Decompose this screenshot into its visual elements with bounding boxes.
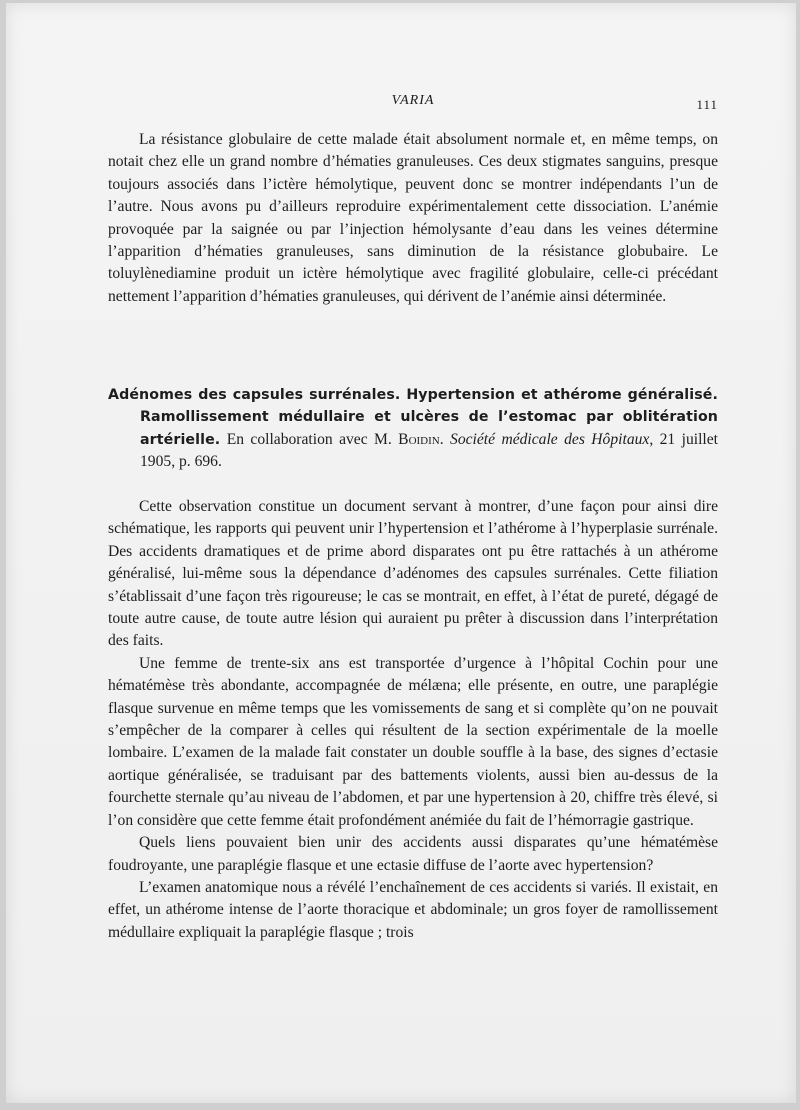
book-page <box>6 3 796 1103</box>
entry-journal: Société médicale des Hôpitaux <box>450 430 650 448</box>
paragraph: Cette observation constitue un document servant à montrer, d’une façon pour ainsi dire schématique, les rapports qui peuvent unir l’hypertension et l’athérome à l’hyperplasie surrénale. Des accidents dramatiques et de prime abord disparates ont pu être rattachés à un athérome généralisé, lui-même sous la dépendance d’adénomes des capsules surrénales. Cette filiation s’établissait d’une façon très rigoureuse; le cas se montrait, en effet, à l’état de pureté, dégagé de toute autre cause, de toute autre lésion qui auraient pu prêter à discussion dans l’interprétation des faits. <box>108 498 718 650</box>
text-block-main <box>108 496 718 944</box>
paragraph: La résistance globulaire de cette malade était absolument normale et, en même temps, on notait chez elle un grand nombre d’hématies granuleuses. Ces deux stigmates sanguins, presque toujours associés dans l’ictère hémolytique, peuvent donc se montrer indépendants l’un de l’autre. Nous avons pu d’ailleurs reproduire expérimentalement cette dissociation. L’anémie provoquée par la saignée ou par l’injection hémolysante d’eau dans les veines détermine l’apparition d’hématies granuleuses, sans diminution de la résistance globubaire. Le toluylènediamine produit un ictère hémolytique avec fragilité globulaire, celle-ci précédant nettement l’apparition d’hématies granuleuses, qui dérivent de l’anémie ainsi déterminée. <box>108 131 718 305</box>
page-header <box>108 93 718 115</box>
text-block-top <box>108 129 718 308</box>
bibliographic-entry <box>108 384 718 474</box>
entry-citation: , 21 juillet 1905, p. 696. <box>140 430 718 471</box>
running-head: VARIA <box>391 93 435 108</box>
page-number: 111 <box>696 97 718 112</box>
entry-coauthor: Boidin <box>398 430 440 448</box>
entry-separator: . <box>439 430 451 448</box>
paragraph: Quels liens pouvaient bien unir des accidents aussi disparates qu’une hématémèse foudroyante, une paraplégie flasque et une ectasie diffuse de l’aorte avec hypertension? <box>108 834 718 874</box>
paragraph: Une femme de trente-six ans est transportée d’urgence à l’hôpital Cochin pour une hématémèse très abondante, accompagnée de mélæna; elle présente, en outre, une paraplégie flasque survenue en même temps que les vomissements de sang et si complète qu’on ne pouvait s’empêcher de la comparer à celles qui résultent de la section expérimentale de la moelle lombaire. L’examen de la malade fait constater un double souffle à la base, des signes d’ectasie aortique généralisée, se traduisant par des battements violents, aussi bien au-dessus de la fourchette sternale qu’au niveau de l’abdomen, et par une hypertension à 20, chiffre très élevé, si l’on considère que cette femme était profondément anémiée du fait de l’hémorragie gastrique. <box>108 654 718 829</box>
entry-collaboration: En collaboration avec M. <box>220 430 399 448</box>
paragraph: L’examen anatomique nous a révélé l’enchaînement de ces accidents si variés. Il existait, en effet, un athérome intense de l’aorte thoracique et abdominale; un gros foyer de ramollissement médullaire expliquait la paraplégie flasque ; trois <box>108 878 718 941</box>
entry-title: Adénomes des capsules surrénales. Hypertension et athérome généralisé. Ramollissement médullaire et ulcères de l’estomac par oblitération artérielle. <box>108 387 718 448</box>
